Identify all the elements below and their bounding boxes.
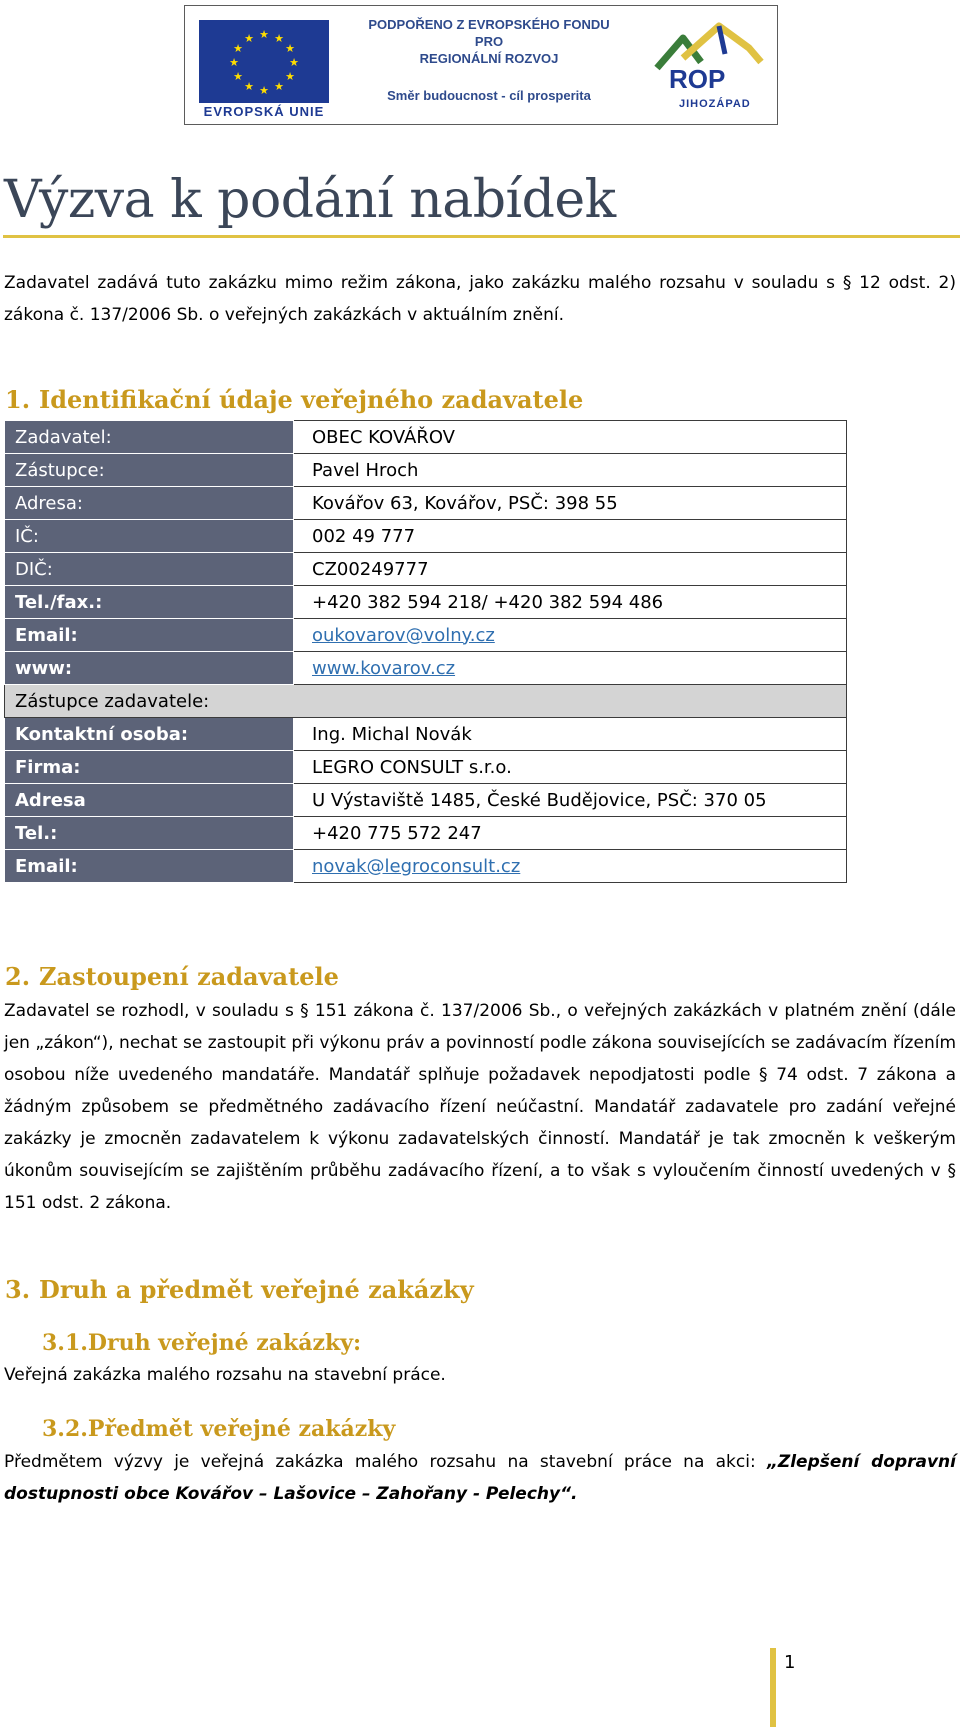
row-value: LEGRO CONSULT s.r.o.	[294, 751, 847, 784]
section-1-number: 1.	[5, 385, 31, 414]
section-2-number: 2.	[5, 962, 31, 991]
table-row	[5, 553, 847, 586]
table-row	[5, 421, 847, 454]
row-label: Firma:	[5, 751, 294, 784]
table-row	[5, 817, 847, 850]
row-value: Kovářov 63, Kovářov, PSČ: 398 55	[294, 487, 847, 520]
authority-website-link[interactable]: www.kovarov.cz	[312, 657, 456, 679]
row-label: Zástupce:	[5, 454, 294, 487]
subsection-3-2-heading: 3.2.Předmět veřejné zakázky	[42, 1416, 396, 1442]
table-row	[5, 652, 847, 685]
row-label: Tel.:	[5, 817, 294, 850]
table-row	[5, 487, 847, 520]
title-underline	[3, 235, 960, 238]
email-cell	[294, 619, 847, 652]
row-value: OBEC KOVÁŘOV	[294, 421, 847, 454]
svg-text:★: ★	[274, 80, 284, 93]
rop-logo-text: ROP	[669, 64, 726, 94]
project-name: „Zlepšení dopravní dostupnosti obce Kovářov – Lašovice – Zahořany - Pelechy“.	[4, 1452, 956, 1504]
table-row	[5, 784, 847, 817]
svg-text:★: ★	[259, 84, 269, 97]
section-2-paragraph: Zadavatel se rozhodl, v souladu s § 151 zákona č. 137/2006 Sb., o veřejných zakázkách v platném znění (dále jen „zákon“), nechat se zastoupit při výkonu práv a povinností podle zákona souvisejících se zadávacím řízením osobou níže uvedeného mandatáře. Mandatář splňuje požadavek nepodjatosti podle § 74 odst. 7 zákona a žádným způsobem se předmětného zadávacího řízení neúčastní. Mandatář zadavatele pro zadání veřejné zakázky je zmocněn zadavatelem k výkonu zadavatelských činností. Mandatář je tak zmocněn k veškerým úkonům souvisejícím se zajištěním průběhu zadávacího řízení, a to však s vyloučením činností uvedených v § 151 odst. 2 zákona.	[4, 1001, 956, 1213]
page-title: Výzva k podání nabídek	[4, 170, 616, 230]
banner-line-1: PODPOŘENO Z EVROPSKÉHO FONDU	[368, 17, 610, 32]
section-1-heading	[5, 385, 583, 414]
eu-flag-icon	[199, 20, 329, 103]
svg-text:★: ★	[285, 42, 295, 55]
row-label: Tel./fax.:	[5, 586, 294, 619]
table-row	[5, 586, 847, 619]
svg-text:★: ★	[229, 56, 239, 69]
svg-text:★: ★	[233, 42, 243, 55]
page-number: 1	[784, 1652, 796, 1673]
funding-logo-banner	[184, 5, 778, 125]
banner-motto: Směr budoucnost - cíl prosperita	[387, 88, 591, 103]
row-value: 002 49 777	[294, 520, 847, 553]
section-2-title: Zastoupení zadavatele	[39, 962, 339, 991]
svg-text:★: ★	[244, 32, 254, 45]
row-value: +420 775 572 247	[294, 817, 847, 850]
email-cell	[294, 850, 847, 883]
row-label: DIČ:	[5, 553, 294, 586]
row-label: IČ:	[5, 520, 294, 553]
row-label: www:	[5, 652, 294, 685]
website-cell	[294, 652, 847, 685]
section-2-heading	[5, 962, 339, 991]
row-value: CZ00249777	[294, 553, 847, 586]
svg-text:★: ★	[259, 28, 269, 41]
section-1-title: Identifikační údaje veřejného zadavatele	[39, 385, 584, 414]
subsection-3-1-heading: 3.1.Druh veřejné zakázky:	[42, 1330, 362, 1356]
representative-email-link[interactable]: novak@legroconsult.cz	[312, 855, 521, 877]
row-label: Kontaktní osoba:	[5, 718, 294, 751]
subsection-3-2-text: Předmětem výzvy je veřejná zakázka malého rozsahu na stavební práce na akci:	[4, 1452, 767, 1472]
row-label: Adresa	[5, 784, 294, 817]
table-row	[5, 850, 847, 883]
eu-label: EVROPSKÁ UNIE	[203, 104, 325, 119]
intro-paragraph: Zadavatel zadává tuto zakázku mimo režim zákona, jako zakázku malého rozsahu v souladu s § 12 odst. 2) zákona č. 137/2006 Sb. o veřejných zakázkách v aktuálním znění.	[4, 273, 956, 325]
row-value: +420 382 594 218/ +420 382 594 486	[294, 586, 847, 619]
table-row	[5, 454, 847, 487]
representative-section-label: Zástupce zadavatele:	[5, 685, 847, 718]
table-row	[5, 685, 847, 718]
row-label: Zadavatel:	[5, 421, 294, 454]
section-3-number: 3.	[5, 1275, 31, 1304]
svg-text:★: ★	[274, 32, 284, 45]
svg-text:★: ★	[285, 70, 295, 83]
svg-text:★: ★	[244, 80, 254, 93]
section-3-heading	[5, 1275, 474, 1304]
row-label: Email:	[5, 850, 294, 883]
subsection-3-1-text: Veřejná zakázka malého rozsahu na stavební práce.	[4, 1365, 446, 1385]
section-3-title: Druh a předmět veřejné zakázky	[39, 1275, 474, 1304]
table-row	[5, 751, 847, 784]
row-label: Email:	[5, 619, 294, 652]
svg-text:★: ★	[233, 70, 243, 83]
table-row	[5, 520, 847, 553]
subsection-3-2-paragraph	[4, 1446, 956, 1510]
svg-text:★: ★	[289, 56, 299, 69]
contracting-authority-table	[4, 420, 847, 883]
row-value: U Výstaviště 1485, České Budějovice, PSČ: 370 05	[294, 784, 847, 817]
row-value: Ing. Michal Novák	[294, 718, 847, 751]
table-row	[5, 619, 847, 652]
banner-line-2: PRO	[474, 34, 504, 49]
rop-logo-subtitle: JIHOZÁPAD	[679, 98, 751, 110]
footer-accent-bar	[770, 1648, 776, 1727]
row-label: Adresa:	[5, 487, 294, 520]
table-row	[5, 718, 847, 751]
row-value: Pavel Hroch	[294, 454, 847, 487]
authority-email-link[interactable]: oukovarov@volny.cz	[312, 624, 495, 646]
banner-line-3: REGIONÁLNÍ ROZVOJ	[419, 51, 559, 66]
